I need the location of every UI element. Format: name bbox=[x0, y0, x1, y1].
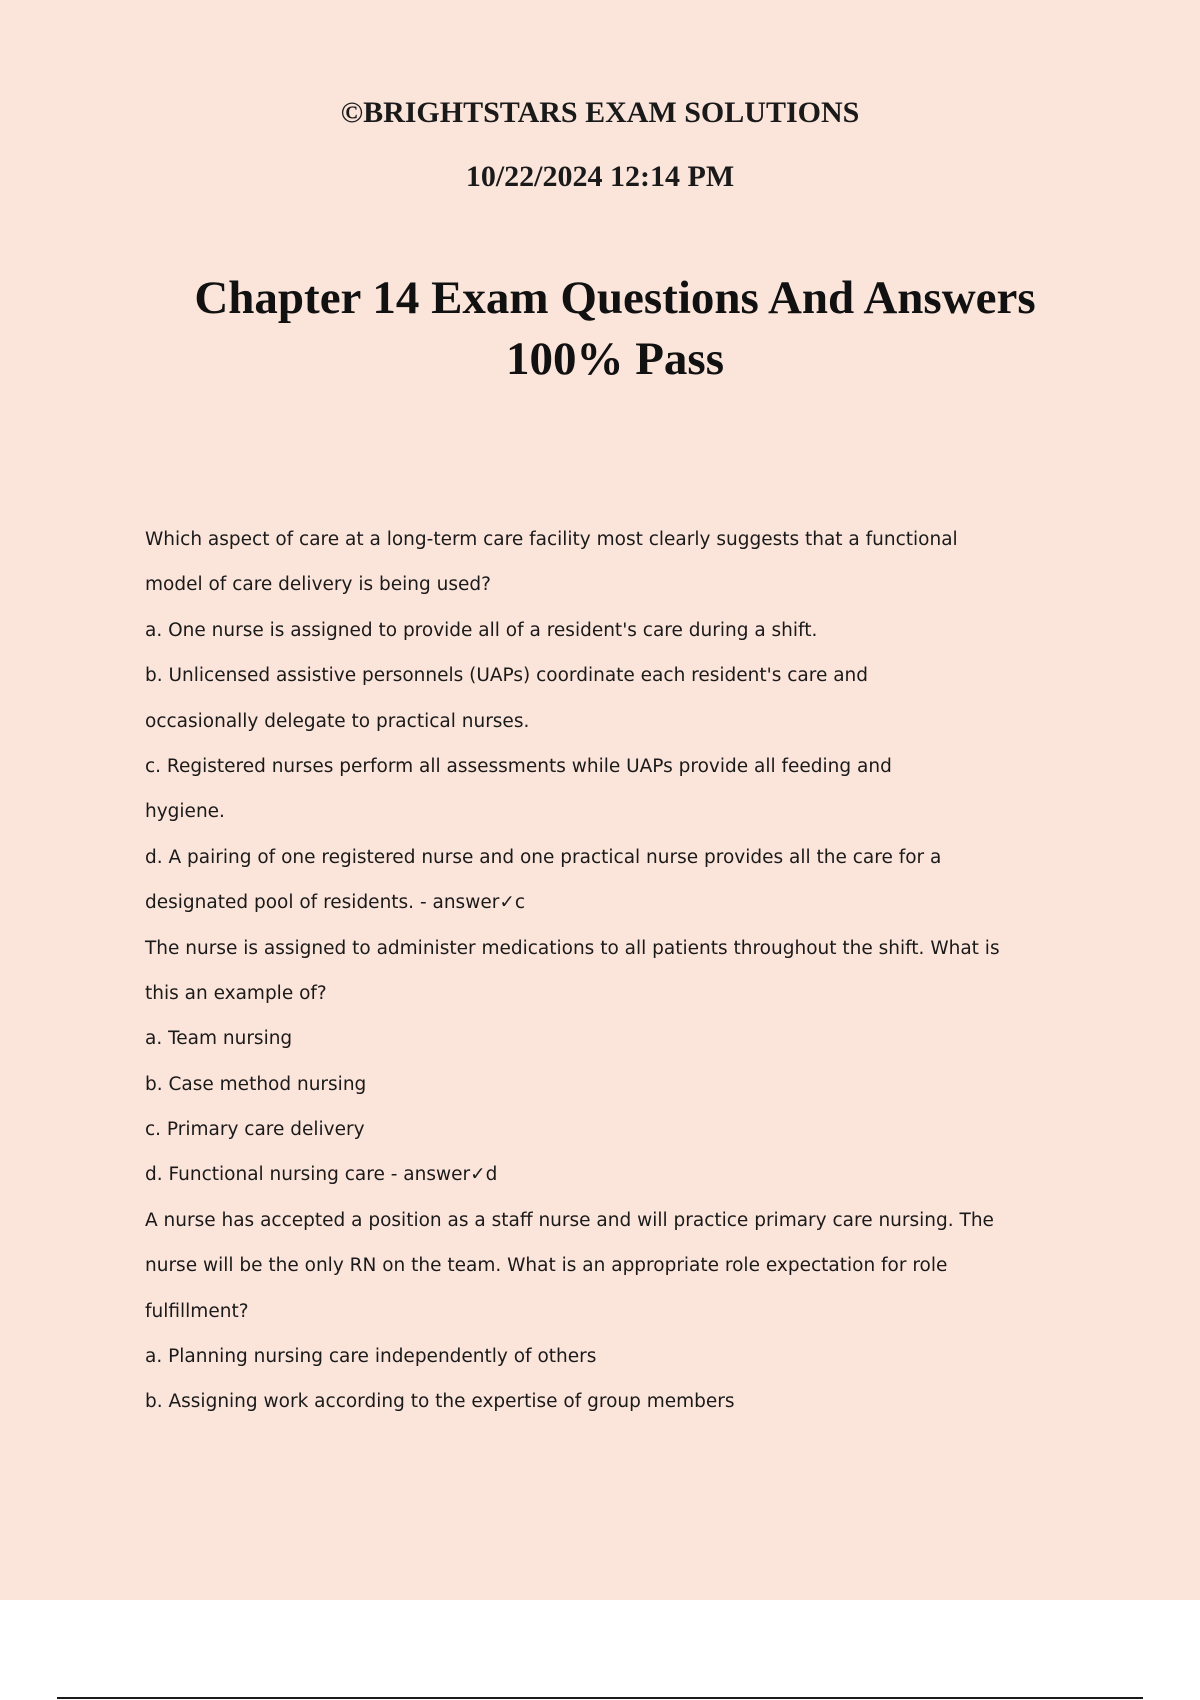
text-line: this an example of? bbox=[145, 982, 327, 1004]
text-line: model of care delivery is being used? bbox=[145, 574, 491, 596]
title-line-2: 100% Pass bbox=[505, 333, 725, 385]
text-line: a. Planning nursing care independently of others bbox=[145, 1346, 597, 1368]
text-line: a. Team nursing bbox=[145, 1028, 293, 1050]
text-line: Which aspect of care at a long-term care facility most clearly suggests that a functional bbox=[145, 529, 958, 550]
text-line: b. Assigning work according to the expertise of group members bbox=[145, 1391, 735, 1413]
text-line: c. Primary care delivery bbox=[145, 1119, 365, 1141]
document-title bbox=[150, 268, 1080, 390]
text-line: A nurse has accepted a position as a staff nurse and will practice primary care nursing. The bbox=[145, 1209, 994, 1231]
text-line: b. Case method nursing bbox=[145, 1073, 367, 1095]
title-line-1: Chapter 14 Exam Questions And Answers bbox=[194, 272, 1036, 324]
text-line: occasionally delegate to practical nurses. bbox=[145, 710, 530, 732]
text-line: nurse will be the only RN on the team. What is an appropriate role expectation for role bbox=[145, 1255, 948, 1277]
text-line: designated pool of residents. - answer✓c bbox=[145, 892, 525, 914]
text-line: b. Unlicensed assistive personnels (UAPs) coordinate each resident's care and bbox=[145, 665, 869, 687]
text-line: The nurse is assigned to administer medications to all patients throughout the shift. What is bbox=[145, 937, 1000, 959]
footer-divider bbox=[57, 1697, 1143, 1699]
text-line: fulfillment? bbox=[145, 1300, 249, 1322]
date-header: 10/22/2024 12:14 PM bbox=[465, 160, 735, 193]
text-line: a. One nurse is assigned to provide all of a resident's care during a shift. bbox=[145, 619, 818, 641]
question-text bbox=[145, 527, 1025, 1435]
text-line: c. Registered nurses perform all assessments while UAPs provide all feeding and bbox=[145, 755, 892, 777]
text-line: hygiene. bbox=[145, 801, 225, 823]
text-line: d. A pairing of one registered nurse and one practical nurse provides all the care for a bbox=[145, 846, 942, 868]
text-line: d. Functional nursing care - answer✓d bbox=[145, 1164, 498, 1186]
brand-header: ©BRIGHTSTARS EXAM SOLUTIONS bbox=[340, 96, 860, 129]
